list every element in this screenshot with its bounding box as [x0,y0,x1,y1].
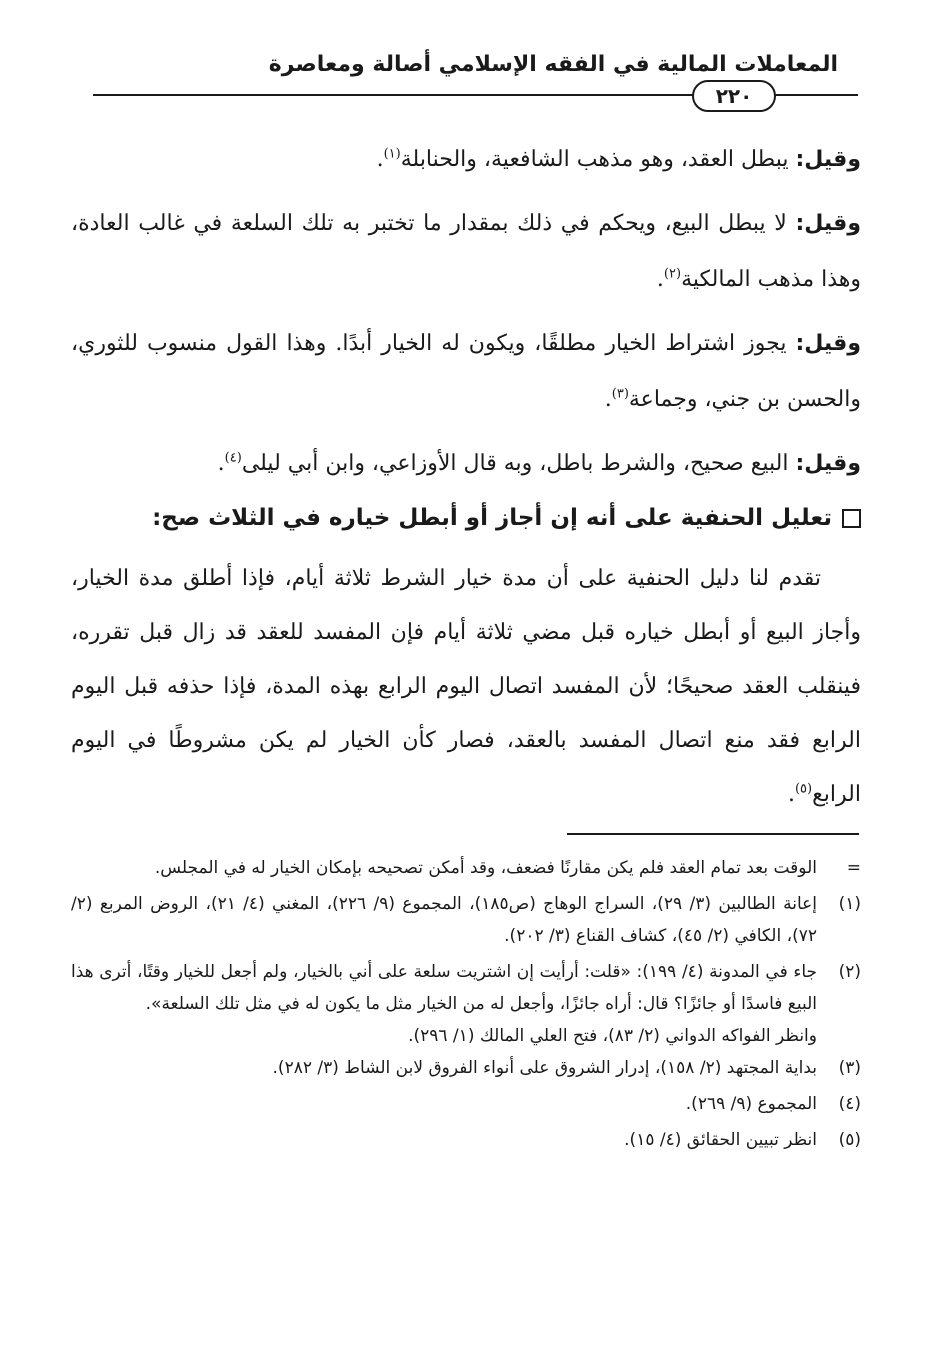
opinion-lead: وقيل: [795,147,861,172]
footnote-marker: (٤) [838,1094,861,1114]
footnote-marker: (٥) [838,1130,861,1150]
opinion-paragraph-4 [71,436,861,492]
footnote-text: المجموع (٩/ ٢٦٩). [685,1094,817,1114]
footnote-marker: (٢) [838,962,861,982]
opinion-text: البيع صحيح، والشرط باطل، وبه قال الأوزاعي، وابن أبي ليلى [241,451,796,476]
running-header-title: المعاملات المالية في الفقه الإسلامي أصالة ومعاصرة [268,52,838,77]
sentence-end: . [787,782,795,807]
footnote-2-continuation: وانظر الفواكه الدواني (٢/ ٨٣)، فتح العلي المالك (١/ ٢٩٦). [408,1026,817,1046]
footnote-text: بداية المجتهد (٢/ ١٥٨)، إدرار الشروق على أنواء الفروق لابن الشاط (٣/ ٢٨٢). [272,1058,817,1078]
footnote-ref: (٥) [794,781,813,797]
opinion-lead: وقيل: [795,331,861,356]
section-paragraph-text: تقدم لنا دليل الحنفية على أن مدة خيار الشرط ثلاثة أيام، فإذا أطلق مدة الخيار، وأجاز البيع أو أبطل خياره قبل مضي ثلاثة أيام فإن المفسد للعقد قد زال قبل تقرره، فينقلب العقد صحيحًا؛ لأن المفسد اتصال اليوم الرابع بهذه المدة، فإذا حذفه قبل اليوم الرابع فقد منع اتصال المفسد بالعقد، فصار كأن الخيار لم يكن مشروطًا في اليوم الرابع [71,566,862,807]
opinion-paragraph-3 [71,316,861,428]
opinion-lead: وقيل: [795,451,861,476]
opinion-text: يبطل العقد، وهو مذهب الشافعية، والحنابلة [400,147,796,172]
footnote-continued [71,852,861,884]
sentence-end: . [656,267,664,292]
footnote-marker: = [846,858,861,878]
opinion-paragraph-1 [71,132,861,188]
section-heading [71,498,861,538]
footnote-4 [71,1088,861,1120]
footnote-text: جاء في المدونة (٤/ ١٩٩): «قلت: أرأيت إن اشتريت سلعة على أني بالخيار، ولم أجعل للخيار وقتًا، أترى هذا البيع فاسدًا أو جائزًا؟ قال: أراه جائزًا، وأجعل له من الخيار مثل ما يكون له في مثل تلك السلعة». [71,962,818,1014]
footnote-text: انظر تبيين الحقائق (٤/ ١٥). [624,1130,817,1150]
footnote-2 [71,956,861,1020]
page-number-badge: ٢٢٠ [692,80,776,112]
footnotes [71,852,861,1156]
footnote-ref: (٢) [663,266,682,282]
sentence-end: . [376,147,384,172]
opinion-text: يجوز اشتراط الخيار مطلقًا، ويكون له الخيار أبدًا. وهذا القول منسوب للثوري، والحسن بن جني، وجماعة [71,331,861,412]
sentence-end: . [217,451,225,476]
square-bullet-icon [842,509,861,528]
footnote-separator [567,833,859,835]
footnote-text: الوقت بعد تمام العقد فلم يكن مقارنًا فضعف، وقد أمكن تصحيحه بإمكان الخيار له في المجلس. [154,858,817,878]
opinion-paragraph-2 [71,196,861,308]
footnote-1 [71,888,861,952]
footnote-ref: (٣) [611,386,629,402]
footnote-marker: (٣) [838,1058,861,1078]
section-heading-text: تعليل الحنفية على أنه إن أجاز أو أبطل خياره في الثلاث صح: [152,505,832,531]
opinions-block [71,132,861,492]
footnote-3 [71,1052,861,1084]
footnote-ref: (١) [383,146,401,162]
footnote-ref: (٤) [224,450,242,466]
footnote-text: إعانة الطالبين (٣/ ٢٩)، السراج الوهاج (ص١٨٥)، المجموع (٩/ ٢٢٦)، المغني (٤/ ٢١)، الروض المربع (٢/ ٧٢)، الكافي (٢/ ٤٥)، كشاف القناع (٣/ ٢٠٢). [71,894,817,946]
opinion-lead: وقيل: [795,211,861,236]
section-paragraph [71,552,861,822]
sentence-end: . [604,387,612,412]
footnote-5 [71,1124,861,1156]
footnote-marker: (١) [838,894,861,914]
opinion-text: لا يبطل البيع، ويحكم في ذلك بمقدار ما تختبر به تلك السلعة في غالب العادة، وهذا مذهب المالكية [71,211,861,292]
